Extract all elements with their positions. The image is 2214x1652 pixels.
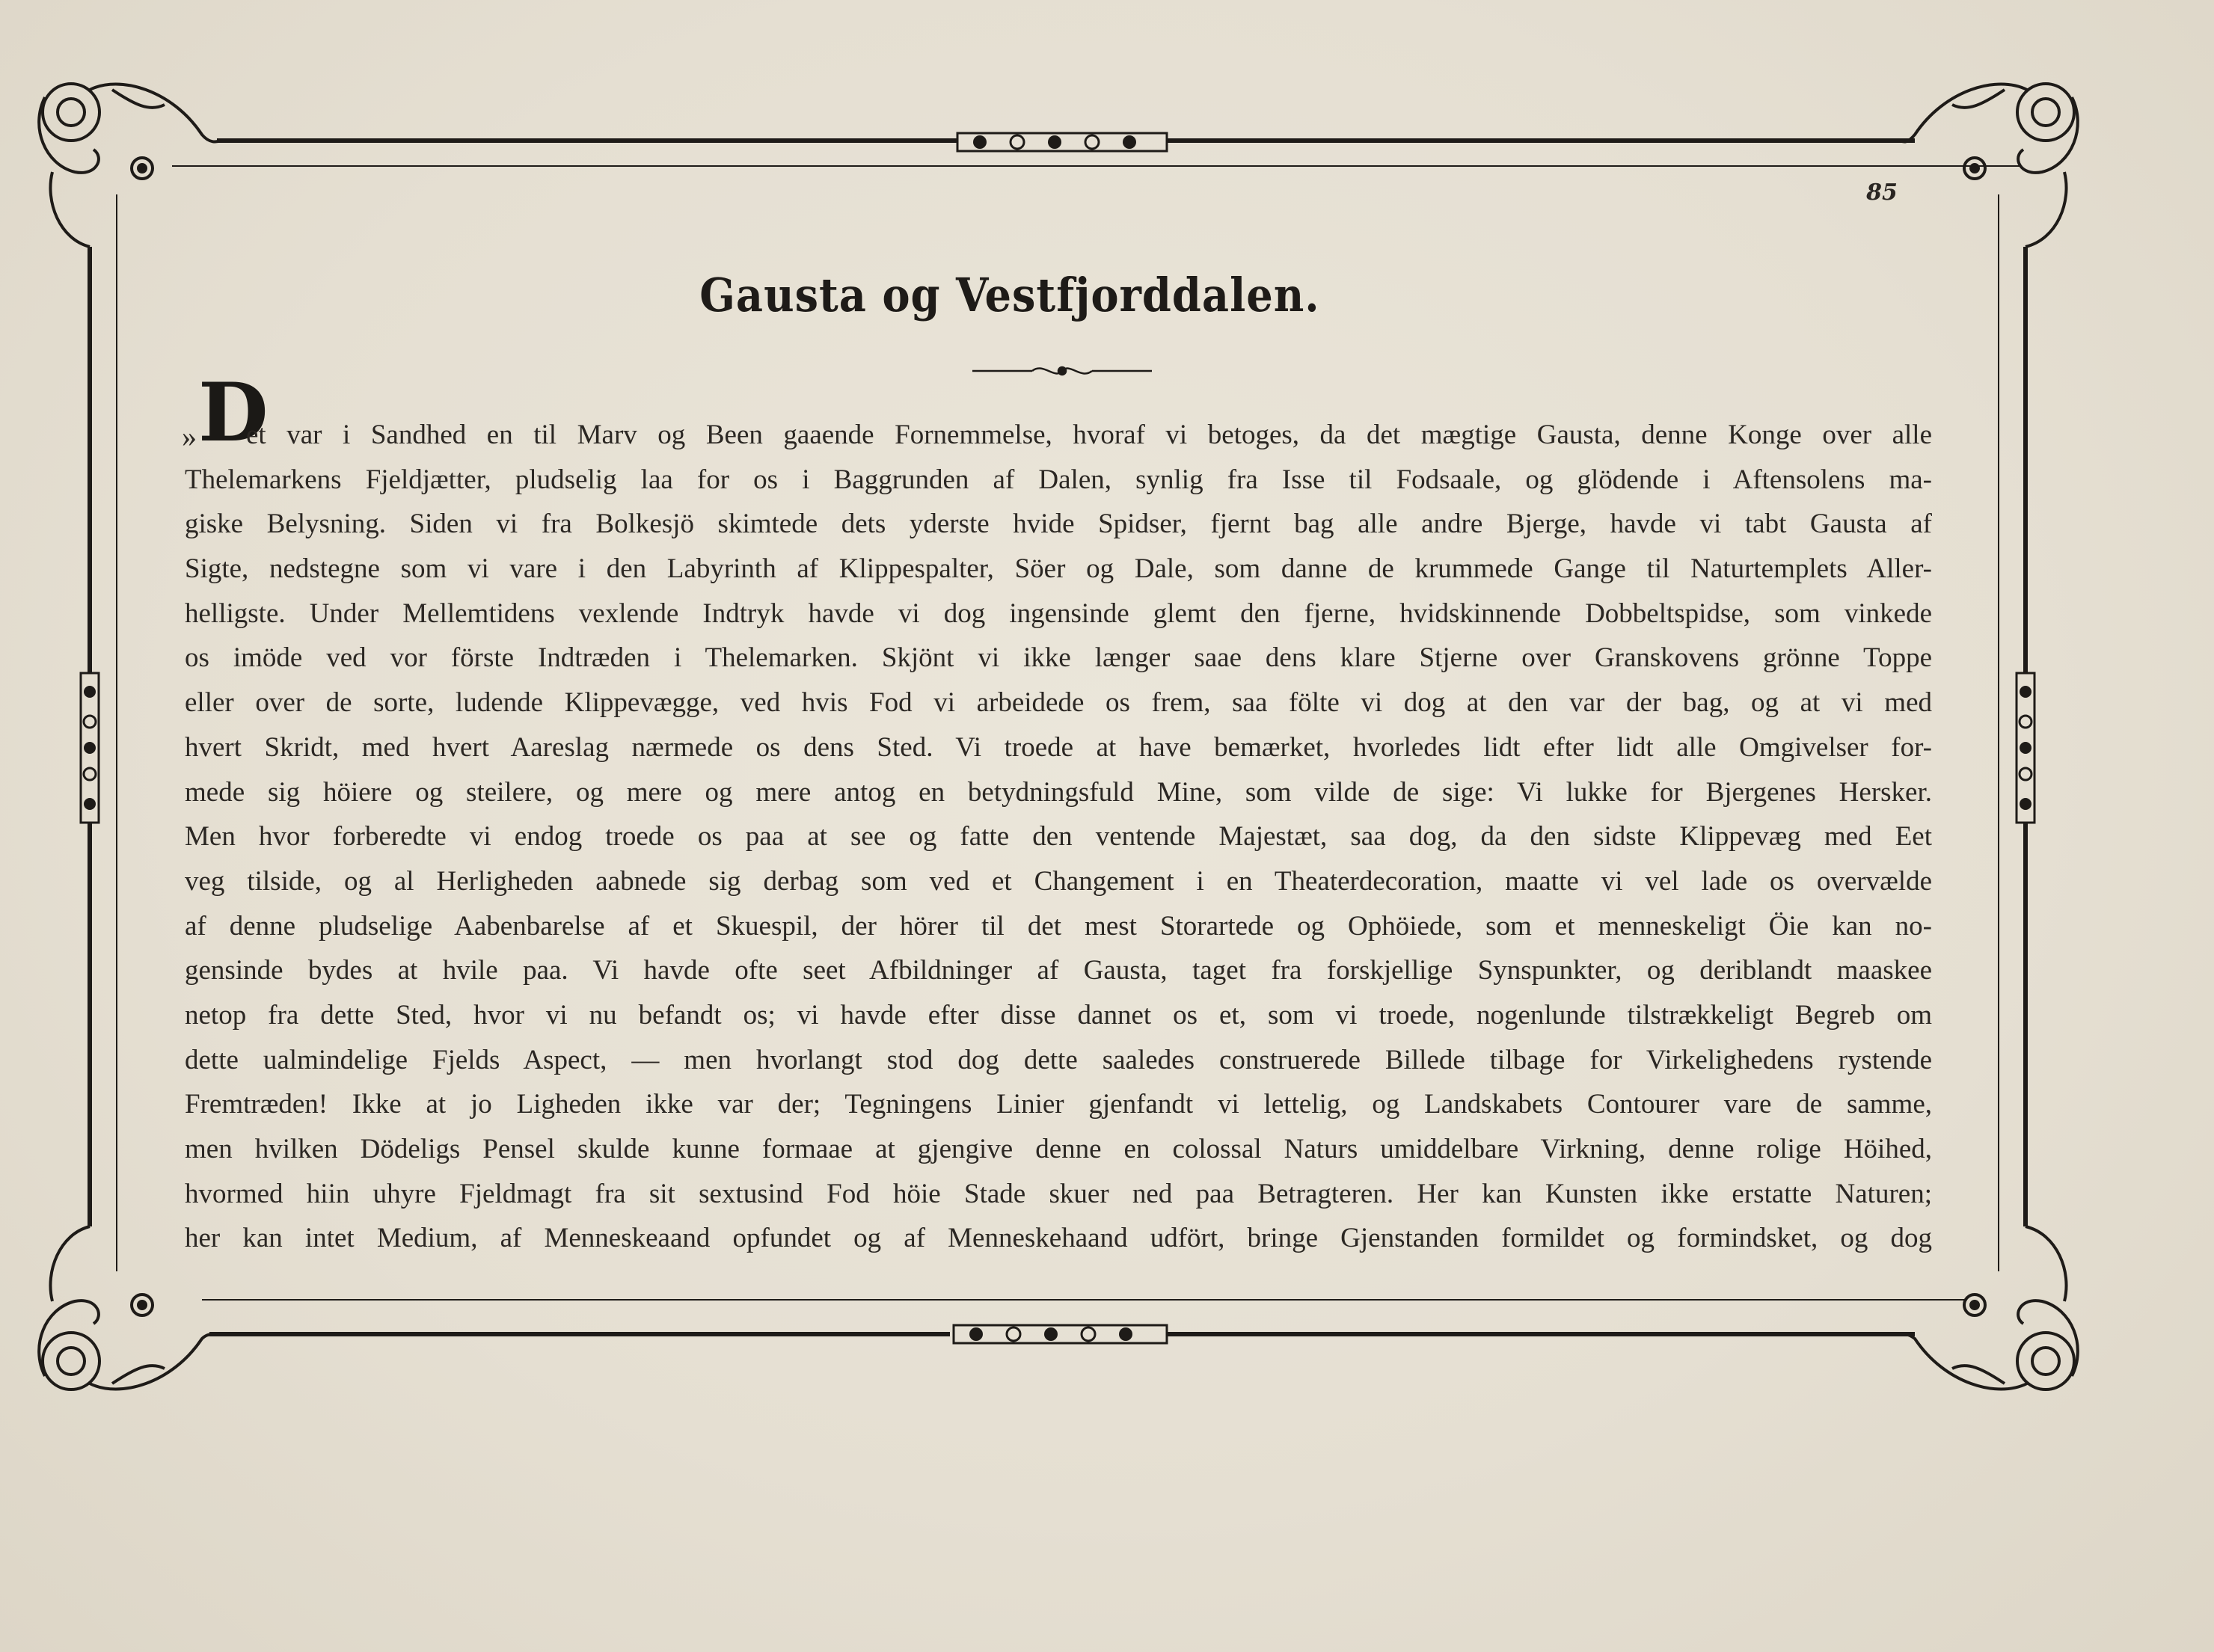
- chapter-title: Gausta og Vestfjorddalen.: [699, 268, 1320, 322]
- title-flourish: [972, 367, 1152, 375]
- drop-cap: D: [198, 366, 269, 460]
- body-text: [185, 413, 1932, 1261]
- text-line: et var i Sandhed en til Marv og Been gaaende Fornemmelse, hvoraf vi betoges, da det mægtige Gausta, denne Konge over alle: [246, 420, 1932, 450]
- text-line: mede sig höiere og steilere, og mere og mere antog en betydningsfuld Mine, som vilde de sige: Vi lukke for Bjergenes Hersker.: [185, 776, 1932, 808]
- text-line: Fremtræden! Ikke at jo Ligheden ikke var der; Tegningens Linier gjenfandt vi lettelig, og Landskabets Contourer vare de samme,: [185, 1089, 1932, 1120]
- text-line: af denne pludselige Aabenbarelse af et Skuespil, der hörer til det mest Storartede og Ophöiede, som et menneskeligt Öie kan no-: [185, 910, 1932, 942]
- right-middle-ornament: [2017, 673, 2034, 823]
- opening-quote: »: [182, 420, 197, 453]
- bottom-center-ornament: [954, 1325, 1167, 1343]
- text-line: hvormed hiin uhyre Fjeldmagt fra sit sextusind Fod höie Stade skuer ned paa Betragteren. Her kan Kunsten ikke erstatte Naturen;: [185, 1178, 1932, 1209]
- text-line: Men hvor forberedte vi endog troede os paa at see og fatte den ventende Majestæt, saa dog, da den sidste Klippevæg med Eet: [185, 821, 1932, 853]
- text-line: gensinde bydes at hvile paa. Vi havde ofte seet Afbildninger af Gausta, taget fra forskjellige Synspunkter, og deriblandt maaskee: [185, 955, 1932, 986]
- text-line: Sigte, nedstegne som vi vare i den Labyrinth af Klippespalter, Söer og Dale, som danne de krummede Gange til Naturtemplets Aller-: [185, 553, 1932, 585]
- text-line: her kan intet Medium, af Menneskeaand opfundet og af Menneskehaand udfört, bringe Gjenstanden formildet og formindsket, og dog: [185, 1223, 1932, 1254]
- text-line: os imöde ved vor förste Indtræden i Thelemarken. Skjönt vi ikke længer saae dens klare Stjerne over Granskovens grönne Toppe: [185, 642, 1932, 674]
- top-center-ornament: [957, 133, 1167, 151]
- text-line: giske Belysning. Siden vi fra Bolkesjö skimtede dets yderste hvide Spidser, fjernt bag alle andre Bjerge, havde vi tabt Gausta af: [185, 509, 1932, 540]
- text-line: Thelemarkens Fjeldjætter, pludselig laa for os i Baggrunden af Dalen, synlig fra Isse til Fodsaale, og glödende i Aftensolens ma-: [185, 464, 1932, 495]
- text-line: men hvilken Dödeligs Pensel skulde kunne formaae at gjengive denne en colossal Naturs umiddelbare Virkning, denne rolige Höihed,: [185, 1134, 1932, 1164]
- text-line: dette ualmindelige Fjelds Aspect, — men hvorlangt stod dog dette saaledes construerede Billede tilbage for Virkelighedens rystende: [185, 1044, 1932, 1075]
- left-middle-ornament: [81, 673, 99, 823]
- text-line: helligste. Under Mellemtidens vexlende Indtryk havde vi dog ingensinde glemt den fjerne, hvidskinnende Dobbeltspidse, som vinkede: [185, 598, 1932, 629]
- page-number: 85: [1866, 179, 1898, 206]
- text-line: hvert Skridt, med hvert Aareslag nærmede os dens Sted. Vi troede at have bemærket, hvorledes lidt efter lidt alle Omgivelser for-: [185, 731, 1932, 763]
- text-line: veg tilside, og al Herligheden aabnede sig derbag som ved et Changement i en Theaterdecoration, maatte vi vel lade os overvælde: [185, 865, 1932, 897]
- text-line: eller over de sorte, ludende Klippevægge, ved hvis Fod vi arbeidede os frem, saa fölte vi dog at den var der bag, og at vi med: [185, 687, 1932, 719]
- text-line: netop fra dette Sted, hvor vi nu befandt os; vi havde efter disse dannet os et, som vi troede, nogenlunde tilstrækkeligt Begreb om: [185, 999, 1932, 1031]
